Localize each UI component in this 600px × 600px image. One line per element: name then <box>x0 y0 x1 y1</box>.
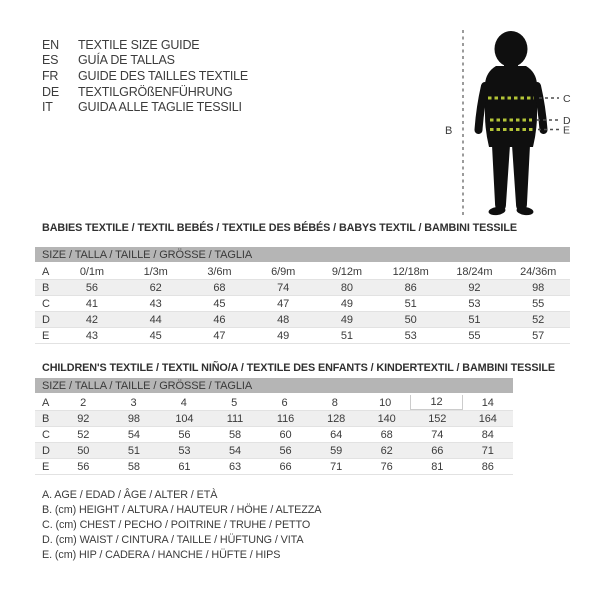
measurement-diagram <box>440 0 600 230</box>
lang-title: TEXTILE SIZE GUIDE <box>78 37 200 52</box>
table-cell: 81 <box>431 460 444 473</box>
table-cell: 56 <box>85 281 98 294</box>
table-cell: 66 <box>279 460 292 473</box>
height-label: B <box>445 125 453 137</box>
table-cell: 49 <box>340 297 353 310</box>
legend-line-chest: C. (cm) CHEST / PECHO / POITRINE / TRUHE / PETTO <box>42 518 311 531</box>
table-cell: 24/36m <box>520 265 557 278</box>
table-cell: 74 <box>277 281 290 294</box>
lang-row-it <box>42 99 248 115</box>
table-cell: 51 <box>468 313 481 326</box>
table-cell: 56 <box>279 444 292 457</box>
table-row <box>35 443 513 459</box>
table-cell: 98 <box>532 281 545 294</box>
table-cell: 43 <box>149 297 162 310</box>
table-row <box>35 280 570 296</box>
table-cell: 63 <box>228 460 241 473</box>
table-cell: 53 <box>404 329 417 342</box>
table-cell: 92 <box>77 412 90 425</box>
table-cell: 54 <box>127 428 140 441</box>
table-cell: 49 <box>277 329 290 342</box>
table-cell: 53 <box>468 297 481 310</box>
row-label: D <box>42 313 50 326</box>
table-cell: 6/9m <box>271 265 296 278</box>
table-cell: 164 <box>478 412 497 425</box>
table-cell: 71 <box>330 460 343 473</box>
table-cell: 62 <box>149 281 162 294</box>
table-row <box>35 427 513 443</box>
table-cell: 84 <box>481 428 494 441</box>
table-cell: 3 <box>130 396 137 409</box>
babies-size-table <box>35 247 570 344</box>
table-row <box>35 264 570 280</box>
language-title-block <box>42 37 248 115</box>
lang-code: FR <box>42 68 59 83</box>
table-cell: 92 <box>468 281 481 294</box>
table-cell: 53 <box>178 444 191 457</box>
table-cell: 111 <box>226 412 244 425</box>
table-cell: 68 <box>380 428 393 441</box>
table-cell: 59 <box>330 444 343 457</box>
lang-title: GUIDE DES TAILLES TEXTILE <box>78 68 249 83</box>
lang-title: TEXTILGRÖßENFÜHRUNG <box>78 84 233 99</box>
children-size-header: SIZE / TALLA / TAILLE / GRÖSSE / TAGLIA <box>35 378 513 393</box>
table-cell: 43 <box>85 329 98 342</box>
table-cell: 48 <box>277 313 290 326</box>
table-cell: 2 <box>80 396 87 409</box>
lang-title: GUIDA ALLE TAGLIE TESSILI <box>78 100 242 115</box>
lang-title: GUÍA DE TALLAS <box>78 53 175 68</box>
table-cell: 58 <box>228 428 241 441</box>
table-cell: 9/12m <box>331 265 362 278</box>
table-cell: 60 <box>279 428 292 441</box>
table-cell: 61 <box>178 460 191 473</box>
table-cell: 57 <box>532 329 545 342</box>
table-cell: 80 <box>340 281 353 294</box>
table-cell: 71 <box>481 444 494 457</box>
table-cell: 51 <box>404 297 417 310</box>
row-label: A <box>42 265 50 278</box>
table-cell: 152 <box>428 412 447 425</box>
table-cell: 45 <box>149 329 162 342</box>
table-cell: 47 <box>213 329 226 342</box>
lang-code: IT <box>42 100 53 115</box>
table-cell: 62 <box>380 444 393 457</box>
table-cell: 6 <box>281 396 288 409</box>
table-cell: 74 <box>431 428 444 441</box>
row-label: C <box>42 428 50 441</box>
table-cell: 58 <box>127 460 140 473</box>
babies-section-title: BABIES TEXTILE / TEXTIL BEBÉS / TEXTILE DES BÉBÉS / BABYS TEXTIL / BAMBINI TESSILE <box>42 222 517 234</box>
row-label: B <box>42 281 50 294</box>
lang-code: ES <box>42 53 59 68</box>
legend-line-height: B. (cm) HEIGHT / ALTURA / HAUTEUR / HÖHE / ALTEZZA <box>42 503 322 516</box>
table-cell: 10 <box>379 396 392 409</box>
row-label: D <box>42 444 50 457</box>
table-cell: 12/18m <box>392 265 429 278</box>
table-cell: 46 <box>213 313 226 326</box>
child-silhouette-figure <box>440 0 600 230</box>
lang-code: EN <box>42 37 59 52</box>
table-cell: 76 <box>380 460 393 473</box>
table-cell: 47 <box>277 297 290 310</box>
table-cell: 55 <box>532 297 545 310</box>
table-row <box>35 328 570 344</box>
table-row <box>35 296 570 312</box>
table-row <box>35 459 513 475</box>
table-cell: 8 <box>331 396 338 409</box>
table-row <box>35 395 513 411</box>
table-cell: 49 <box>340 313 353 326</box>
legend-line-hip: E. (cm) HIP / CADERA / HANCHE / HÜFTE / HIPS <box>42 548 281 561</box>
table-cell: 50 <box>77 444 90 457</box>
row-label: E <box>42 329 50 342</box>
table-cell: 52 <box>77 428 90 441</box>
table-cell: 54 <box>228 444 241 457</box>
table-cell: 64 <box>330 428 343 441</box>
table-cell: 140 <box>377 412 396 425</box>
lang-row-fr <box>42 68 248 84</box>
row-label: A <box>42 396 50 409</box>
table-cell: 42 <box>85 313 98 326</box>
table-cell: 45 <box>213 297 226 310</box>
lang-row-en <box>42 37 248 53</box>
table-cell: 4 <box>180 396 187 409</box>
silhouette-shape <box>479 31 544 216</box>
lang-code: DE <box>42 84 59 99</box>
lang-row-de <box>42 84 248 100</box>
table-cell: 0/1m <box>79 265 104 278</box>
table-cell: 18/24m <box>456 265 493 278</box>
table-cell: 44 <box>149 313 162 326</box>
table-cell: 55 <box>468 329 481 342</box>
lang-row-es <box>42 53 248 69</box>
table-cell: 86 <box>481 460 494 473</box>
table-cell: 66 <box>431 444 444 457</box>
highlighted-cell: 12 <box>410 395 462 410</box>
row-label: C <box>42 297 50 310</box>
table-cell: 128 <box>327 412 346 425</box>
table-cell: 116 <box>276 412 295 425</box>
table-cell: 41 <box>85 297 98 310</box>
row-label: E <box>42 460 50 473</box>
table-row <box>35 411 513 427</box>
table-cell: 3/6m <box>207 265 232 278</box>
table-cell: 52 <box>532 313 545 326</box>
table-cell: 86 <box>404 281 417 294</box>
children-size-table <box>35 378 513 475</box>
table-cell: 51 <box>127 444 140 457</box>
legend-line-waist: D. (cm) WAIST / CINTURA / TAILLE / HÜFTUNG / VITA <box>42 533 304 546</box>
table-cell: 14 <box>481 396 494 409</box>
table-row <box>35 312 570 328</box>
legend-line-age: A. AGE / EDAD / ÂGE / ALTER / ETÀ <box>42 488 218 501</box>
table-cell: 68 <box>213 281 226 294</box>
table-cell: 56 <box>178 428 191 441</box>
hip-label: E <box>563 124 571 137</box>
table-cell: 1/3m <box>143 265 168 278</box>
table-cell: 98 <box>127 412 140 425</box>
row-label: B <box>42 412 50 425</box>
chest-label: C <box>563 93 571 105</box>
table-cell: 104 <box>175 412 194 425</box>
children-section-title: CHILDREN'S TEXTILE / TEXTIL NIÑO/A / TEXTILE DES ENFANTS / KINDERTEXTIL / BAMBINI TESSILE <box>42 362 555 374</box>
measurement-legend <box>42 487 321 562</box>
waist-label: D <box>563 115 571 127</box>
table-cell: 56 <box>77 460 90 473</box>
table-cell: 50 <box>404 313 417 326</box>
table-cell: 5 <box>231 396 238 409</box>
table-cell: 51 <box>340 329 353 342</box>
babies-size-header: SIZE / TALLA / TAILLE / GRÖSSE / TAGLIA <box>35 247 570 262</box>
